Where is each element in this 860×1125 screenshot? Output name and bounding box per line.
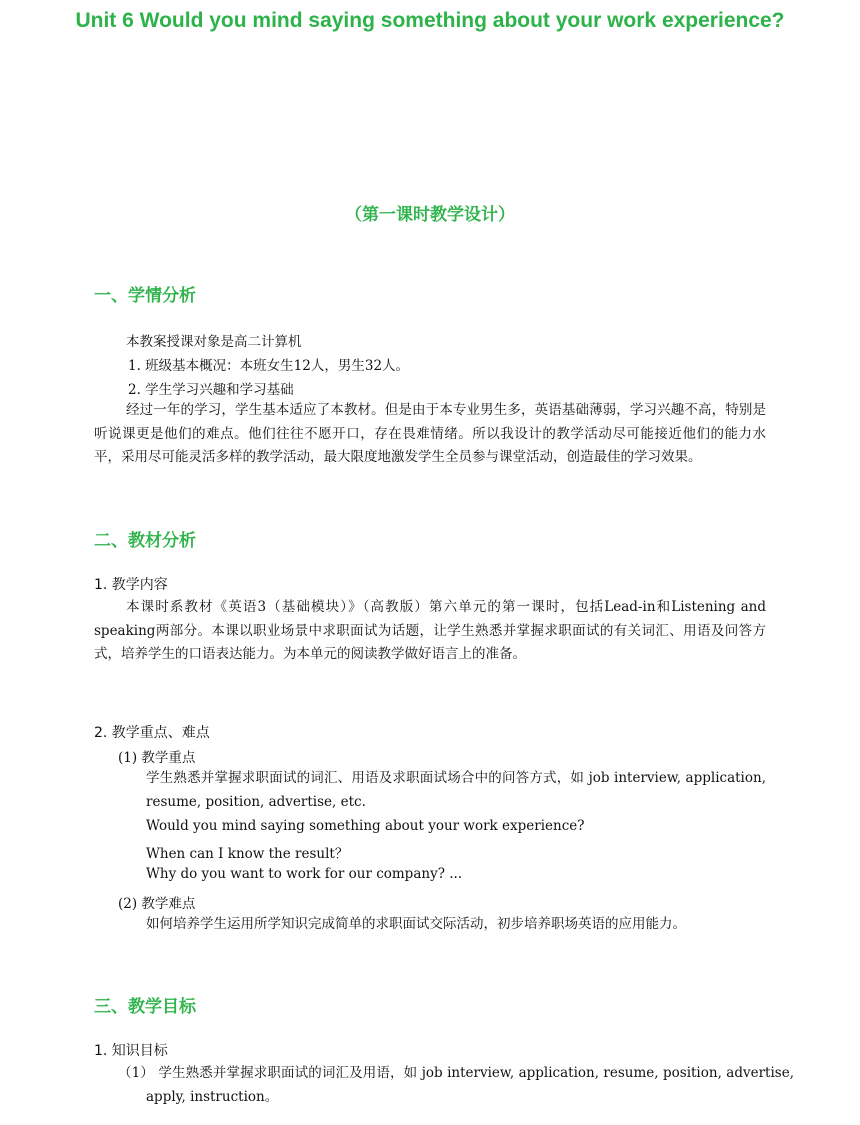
knowledge-objective-item1: （1） 学生熟悉并掌握求职面试的词汇及用语，如 job interview, application, resume, position, advertise, apply, instruction。: [118, 1065, 794, 1105]
section-heading-student-analysis: 一、学情分析: [94, 286, 196, 306]
interview-question-2: When can I know the result？: [146, 846, 349, 862]
document-subtitle: （第一课时教学设计）: [345, 205, 515, 225]
subheading-knowledge-objectives: 1. 知识目标: [94, 1043, 168, 1059]
teaching-content-paragraph: 本课时系教材《英语3（基础模块）》（高教版）第六单元的第一课时，包括Lead-in和Listening and speaking两部分。本课以职业场景中求职面试为话题，让学生熟悉并掌握求职面试的有关词汇、用语及问答方式，培养学生的口语表达能力。为本单元的阅读教学做好语言上的准备。: [94, 599, 766, 662]
difficulty-label: (2) 教学难点: [118, 896, 196, 912]
difficulty-text: 如何培养学生运用所学知识完成简单的求职面试交际活动，初步培养职场英语的应用能力。: [146, 916, 686, 932]
key-points-label: (1) 教学重点: [118, 750, 196, 766]
key-points-text: 学生熟悉并掌握求职面试的词汇、用语及求职面试场合中的问答方式，如 job interview, application, resume, position, advertise, etc.: [146, 770, 766, 810]
section1-intro: 本教案授课对象是高二计算机: [126, 334, 302, 350]
section1-item1: 1. 班级基本概况：本班女生12人，男生32人。: [128, 358, 410, 374]
subheading-key-points: 2. 教学重点、难点: [94, 725, 210, 741]
interview-question-1: Would you mind saying something about your work experience?: [146, 818, 585, 834]
section1-item2: 2. 学生学习兴趣和学习基础: [128, 382, 294, 398]
interview-question-3: Why do you want to work for our company? ...: [146, 866, 463, 882]
section-heading-teaching-objectives: 三、教学目标: [94, 997, 196, 1017]
document-title: Unit 6 Would you mind saying something about your work experience?: [75, 9, 785, 32]
section1-paragraph: 经过一年的学习，学生基本适应了本教材。但是由于本专业男生多，英语基础薄弱，学习兴趣不高，特别是听说课更是他们的难点。他们往往不愿开口，存在畏难情绪。所以我设计的教学活动尽可能接近他们的能力水平，采用尽可能灵活多样的教学活动，最大限度地激发学生全员参与课堂活动，创造最佳的学习效果。: [94, 402, 766, 465]
subheading-teaching-content: 1. 教学内容: [94, 577, 168, 593]
section-heading-material-analysis: 二、教材分析: [94, 531, 196, 551]
